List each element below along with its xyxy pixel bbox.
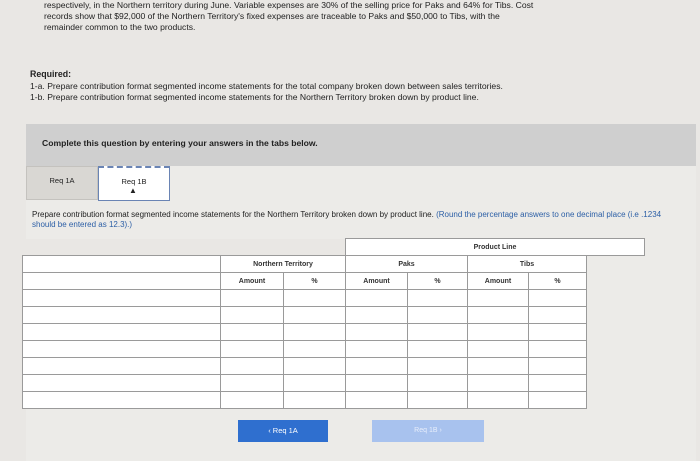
table-row xyxy=(23,324,645,341)
chevron-left-icon: ‹ xyxy=(268,426,271,435)
problem-intro xyxy=(44,0,684,33)
amount-input[interactable] xyxy=(346,375,408,392)
amount-input[interactable] xyxy=(221,392,284,409)
tab-instruction xyxy=(32,210,672,230)
row-label-input[interactable] xyxy=(23,341,221,358)
row-label-input[interactable] xyxy=(23,307,221,324)
amount-input[interactable] xyxy=(221,290,284,307)
required-title: Required: xyxy=(30,69,72,79)
complete-instructions-bar xyxy=(26,124,696,166)
percent-input[interactable] xyxy=(408,358,468,375)
intro-line: respectively, in the Northern territory during June. Variable expenses are 30% of the selling price for Paks and 64% for Tibs. Cost xyxy=(44,0,534,10)
column-header-percent: % xyxy=(529,273,587,290)
table-row xyxy=(23,392,645,409)
percent-input[interactable] xyxy=(284,341,346,358)
tab-req-1a[interactable]: Req 1A xyxy=(26,166,98,200)
table-row xyxy=(23,341,645,358)
next-button-label: Req 1B xyxy=(414,427,438,434)
column-header-percent: % xyxy=(284,273,346,290)
intro-line: records show that $92,000 of the Northern Territory's fixed expenses are traceable to Paks and $50,000 to Tibs, with the xyxy=(44,11,500,21)
percent-input[interactable] xyxy=(284,358,346,375)
required-item-1a: 1-a. Prepare contribution format segmented income statements for the total company broken down between sales territories. xyxy=(30,81,503,91)
prev-req-1a-button[interactable] xyxy=(238,420,328,442)
percent-input[interactable] xyxy=(408,375,468,392)
amount-input[interactable] xyxy=(468,341,529,358)
percent-input[interactable] xyxy=(529,290,587,307)
percent-input[interactable] xyxy=(529,375,587,392)
percent-input[interactable] xyxy=(529,341,587,358)
table-row xyxy=(23,375,645,392)
percent-input[interactable] xyxy=(529,392,587,409)
percent-input[interactable] xyxy=(408,324,468,341)
amount-input[interactable] xyxy=(221,358,284,375)
percent-input[interactable] xyxy=(284,392,346,409)
percent-input[interactable] xyxy=(408,307,468,324)
mouse-cursor-icon: ▲ xyxy=(129,186,137,195)
prev-button-label: Req 1A xyxy=(272,426,298,435)
paks-header: Paks xyxy=(346,256,468,273)
northern-territory-header: Northern Territory xyxy=(221,256,346,273)
amount-input[interactable] xyxy=(346,324,408,341)
tibs-header: Tibs xyxy=(468,256,587,273)
product-line-header: Product Line xyxy=(346,239,645,256)
amount-input[interactable] xyxy=(468,324,529,341)
amount-input[interactable] xyxy=(468,307,529,324)
header-row-columns xyxy=(23,273,645,290)
tab-req-1b-label: Req 1B xyxy=(121,177,147,186)
instruction-rounding-note: (Round the percentage answers to one decimal place (i.e .1234 should be entered as 12.3).) xyxy=(32,210,662,229)
percent-input[interactable] xyxy=(529,358,587,375)
amount-input[interactable] xyxy=(346,358,408,375)
required-item-1b: 1-b. Prepare contribution format segmented income statements for the Northern Territory broken down by product line. xyxy=(30,92,479,102)
column-header-amount: Amount xyxy=(468,273,529,290)
amount-input[interactable] xyxy=(468,392,529,409)
percent-input[interactable] xyxy=(284,307,346,324)
row-label-input[interactable] xyxy=(23,324,221,341)
amount-input[interactable] xyxy=(221,324,284,341)
amount-input[interactable] xyxy=(346,341,408,358)
table-row xyxy=(23,290,645,307)
income-statement-grid xyxy=(22,238,645,409)
percent-input[interactable] xyxy=(408,392,468,409)
column-header-percent: % xyxy=(408,273,468,290)
amount-input[interactable] xyxy=(468,358,529,375)
amount-input[interactable] xyxy=(221,307,284,324)
intro-line: remainder common to the two products. xyxy=(44,22,196,32)
percent-input[interactable] xyxy=(284,375,346,392)
header-row-product-line xyxy=(23,239,645,256)
percent-input[interactable] xyxy=(284,290,346,307)
percent-input[interactable] xyxy=(408,290,468,307)
next-req-1b-button[interactable] xyxy=(372,420,484,442)
header-row-segments xyxy=(23,256,645,273)
instruction-main: Prepare contribution format segmented income statements for the Northern Territory broken down by product line. xyxy=(32,210,434,219)
tab-req-1b[interactable] xyxy=(98,166,170,201)
amount-input[interactable] xyxy=(346,290,408,307)
row-label-input[interactable] xyxy=(23,375,221,392)
table-row xyxy=(23,307,645,324)
percent-input[interactable] xyxy=(408,341,468,358)
row-label-input[interactable] xyxy=(23,392,221,409)
amount-input[interactable] xyxy=(221,375,284,392)
row-label-input[interactable] xyxy=(23,358,221,375)
chevron-right-icon: › xyxy=(439,427,442,434)
percent-input[interactable] xyxy=(529,324,587,341)
amount-input[interactable] xyxy=(468,375,529,392)
percent-input[interactable] xyxy=(529,307,587,324)
row-label-input[interactable] xyxy=(23,290,221,307)
amount-input[interactable] xyxy=(468,290,529,307)
percent-input[interactable] xyxy=(284,324,346,341)
column-header-amount: Amount xyxy=(221,273,284,290)
column-header-amount: Amount xyxy=(346,273,408,290)
complete-instructions-text: Complete this question by entering your answers in the tabs below. xyxy=(42,138,318,148)
amount-input[interactable] xyxy=(221,341,284,358)
table-row xyxy=(23,358,645,375)
amount-input[interactable] xyxy=(346,307,408,324)
amount-input[interactable] xyxy=(346,392,408,409)
